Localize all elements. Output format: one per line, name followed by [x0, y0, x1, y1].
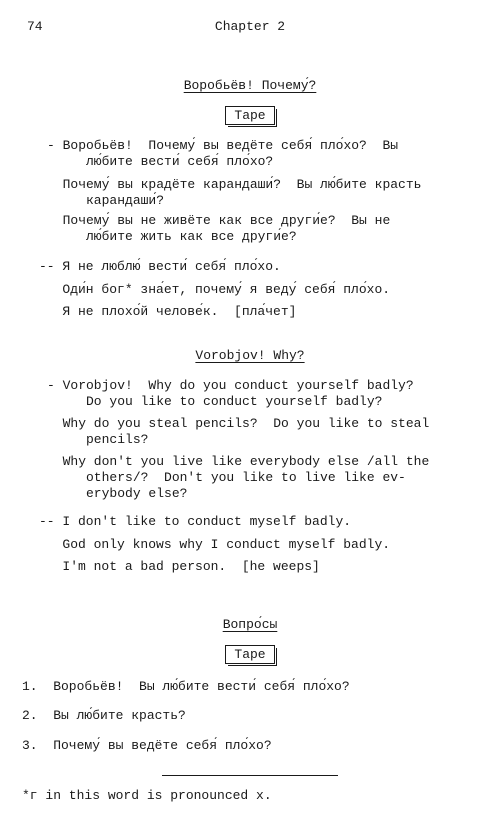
translation-line: Why don't you live like everybody else /all the	[47, 454, 430, 469]
dialogue-line: лю́бите вести́ себя́ пло́хо?	[47, 154, 274, 169]
translation-line: pencils?	[47, 432, 149, 447]
dialogue-line: Почему́ вы не живёте как все други́е? Вы не	[47, 213, 391, 228]
chapter-heading: Chapter 2	[214, 19, 286, 34]
section-title-russian: Воробьёв! Почему́?	[183, 78, 317, 93]
translation-line: erybody else?	[47, 486, 188, 501]
dialogue-line: - Воробьёв! Почему́ вы ведёте себя́ пло́хо? Вы	[47, 138, 399, 153]
reply-line: Оди́н бог* зна́ет, почему́ я веду́ себя́ пло́хо.	[39, 282, 391, 297]
question-item: 1. Воробьёв! Вы лю́бите вести́ себя́ пло́хо?	[22, 679, 350, 694]
tape-label-1: Tape	[225, 106, 275, 125]
translation-line: others/? Don't you like to live like ev-	[47, 470, 406, 485]
page-number: 74	[27, 19, 43, 34]
reply-line: -- Я не люблю́ вести́ себя́ пло́хо.	[39, 259, 281, 274]
translation-reply-line: God only knows why I conduct myself badly.	[39, 537, 391, 552]
section-title-english: Vorobjov! Why?	[195, 348, 305, 363]
dialogue-line: Почему́ вы крадёте карандаши́? Вы лю́бите красть	[47, 177, 422, 192]
tape-label-2: Tape	[225, 645, 275, 664]
translation-line: Why do you steal pencils? Do you like to steal	[47, 416, 430, 431]
question-item: 3. Почему́ вы ведёте себя́ пло́хо?	[22, 738, 272, 753]
translation-line: - Vorobjov! Why do you conduct yourself badly?	[47, 378, 414, 393]
translation-line: Do you like to conduct yourself badly?	[47, 394, 383, 409]
question-item: 2. Вы лю́бите красть?	[22, 708, 186, 723]
dialogue-line: лю́бите жить как все други́е?	[47, 229, 297, 244]
footnote: *г in this word is pronounced x.	[22, 788, 272, 803]
translation-reply-line: I'm not a bad person. [he weeps]	[39, 559, 320, 574]
reply-line: Я не плохо́й челове́к. [пла́чет]	[39, 304, 297, 319]
dialogue-line: карандаши́?	[47, 193, 165, 208]
translation-reply-line: -- I don't like to conduct myself badly.	[39, 514, 352, 529]
footnote-divider	[162, 775, 338, 776]
section-title-questions: Вопро́сы	[222, 617, 278, 632]
